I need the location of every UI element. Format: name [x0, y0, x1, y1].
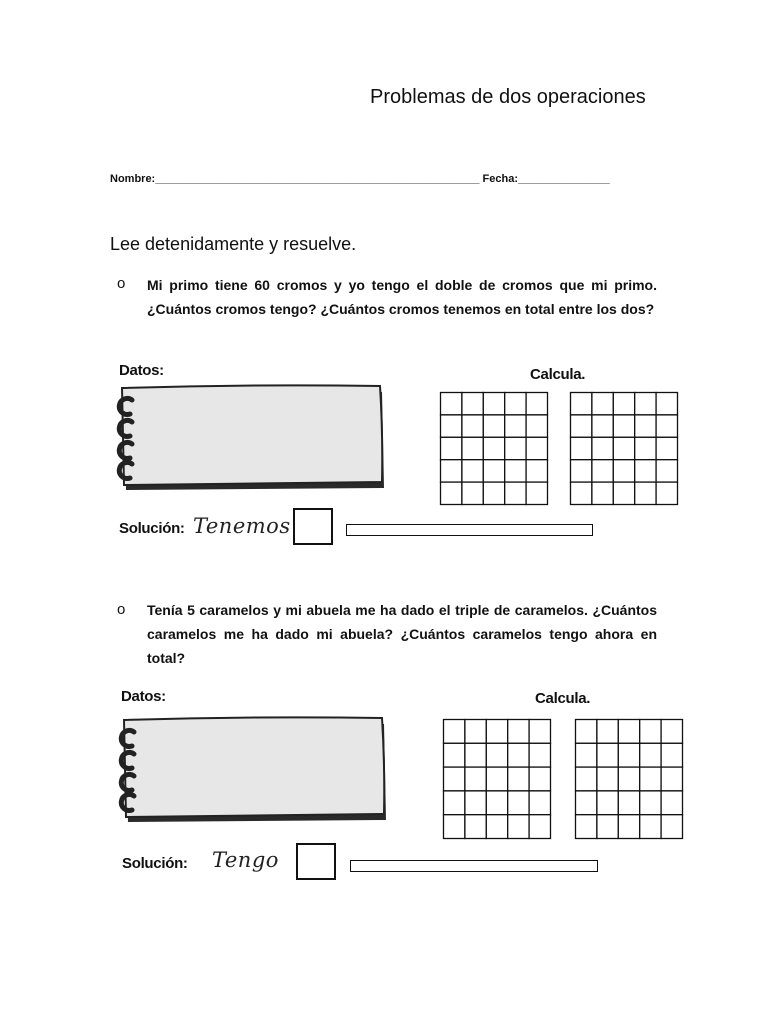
- grid-cell[interactable]: [508, 791, 529, 815]
- grid-cell[interactable]: [483, 482, 504, 504]
- grid-cell[interactable]: [526, 437, 547, 459]
- grid-cell[interactable]: [597, 767, 618, 791]
- grid-cell[interactable]: [483, 393, 504, 415]
- problem-2-notepad: [112, 716, 392, 832]
- grid-cell[interactable]: [441, 482, 462, 504]
- problem-2-grid-1[interactable]: [443, 719, 551, 839]
- grid-cell[interactable]: [508, 743, 529, 767]
- problem-1-solucion-start: Tenemos: [193, 514, 291, 538]
- grid-cell[interactable]: [597, 743, 618, 767]
- grid-cell[interactable]: [618, 743, 639, 767]
- grid-cell[interactable]: [635, 460, 656, 482]
- grid-cell[interactable]: [576, 791, 597, 815]
- grid-cell[interactable]: [640, 743, 661, 767]
- grid-cell[interactable]: [576, 767, 597, 791]
- grid-cell[interactable]: [462, 482, 483, 504]
- grid-cell[interactable]: [508, 815, 529, 839]
- grid-cell[interactable]: [571, 460, 592, 482]
- grid-cell[interactable]: [486, 791, 507, 815]
- problem-2-answer-line[interactable]: [350, 860, 598, 872]
- instructions: Lee detenidamente y resuelve.: [110, 234, 357, 254]
- grid-cell[interactable]: [592, 415, 613, 437]
- grid-cell[interactable]: [444, 791, 465, 815]
- problem-1-answer-line[interactable]: [346, 524, 593, 536]
- problem-1-notepad: [110, 384, 390, 500]
- grid-cell[interactable]: [656, 482, 677, 504]
- problem-2-datos-label: Datos:: [121, 688, 166, 705]
- grid-cell[interactable]: [618, 791, 639, 815]
- grid-cell[interactable]: [640, 791, 661, 815]
- grid-cell[interactable]: [661, 720, 682, 744]
- grid-cell[interactable]: [529, 720, 550, 744]
- grid-cell[interactable]: [465, 743, 486, 767]
- grid-cell[interactable]: [640, 815, 661, 839]
- grid-cell[interactable]: [462, 415, 483, 437]
- date-label: Fecha:: [482, 173, 519, 185]
- grid-cell[interactable]: [597, 791, 618, 815]
- grid-cell[interactable]: [618, 720, 639, 744]
- grid-cell[interactable]: [576, 815, 597, 839]
- grid-cell[interactable]: [661, 743, 682, 767]
- grid-cell[interactable]: [529, 815, 550, 839]
- grid-cell[interactable]: [571, 415, 592, 437]
- grid-cell[interactable]: [597, 720, 618, 744]
- worksheet-title: Problemas de dos operaciones: [370, 86, 646, 108]
- grid-cell[interactable]: [444, 743, 465, 767]
- grid-cell[interactable]: [529, 743, 550, 767]
- problem-2-calcula-label: Calcula.: [535, 690, 591, 707]
- grid-cell[interactable]: [483, 437, 504, 459]
- grid-cell[interactable]: [592, 393, 613, 415]
- problem-2-answer-box[interactable]: [296, 843, 336, 880]
- problem-1-bullet: o: [117, 275, 126, 292]
- grid-cell[interactable]: [465, 720, 486, 744]
- notepad-page: [122, 385, 382, 485]
- problem-2-bullet: o: [117, 601, 126, 618]
- grid-cell[interactable]: [444, 720, 465, 744]
- grid-cell[interactable]: [441, 393, 462, 415]
- grid-cell[interactable]: [661, 767, 682, 791]
- grid-cell[interactable]: [661, 815, 682, 839]
- problem-1-grid-1[interactable]: [440, 392, 548, 505]
- grid-cell[interactable]: [618, 767, 639, 791]
- grid-cell[interactable]: [505, 482, 526, 504]
- grid-cell[interactable]: [526, 415, 547, 437]
- grid-cell[interactable]: [656, 460, 677, 482]
- grid-cell[interactable]: [483, 460, 504, 482]
- grid-cell[interactable]: [576, 720, 597, 744]
- grid-cell[interactable]: [483, 415, 504, 437]
- grid-cell[interactable]: [576, 743, 597, 767]
- grid-cell[interactable]: [465, 767, 486, 791]
- grid-cell[interactable]: [618, 815, 639, 839]
- grid-cell[interactable]: [444, 815, 465, 839]
- grid-cell[interactable]: [661, 791, 682, 815]
- grid-cell[interactable]: [505, 393, 526, 415]
- grid-cell[interactable]: [486, 743, 507, 767]
- grid-cell[interactable]: [635, 437, 656, 459]
- problem-1-answer-box[interactable]: [293, 508, 333, 545]
- problem-1-text: Mi primo tiene 60 cromos y yo tengo el doble de cromos que mi primo. ¿Cuántos cromos tengo? ¿Cuántos cromos tenemos en total entre los dos?: [147, 277, 657, 317]
- grid-cell[interactable]: [592, 482, 613, 504]
- grid-cell[interactable]: [486, 720, 507, 744]
- grid-cell[interactable]: [592, 460, 613, 482]
- grid-cell[interactable]: [635, 415, 656, 437]
- grid-cell[interactable]: [613, 437, 634, 459]
- grid-cell[interactable]: [613, 415, 634, 437]
- student-info-line: [110, 173, 610, 185]
- grid-cell[interactable]: [505, 415, 526, 437]
- grid-cell[interactable]: [635, 482, 656, 504]
- problem-2-solucion-start: Tengo: [212, 848, 279, 872]
- grid-cell[interactable]: [613, 460, 634, 482]
- grid-cell[interactable]: [505, 437, 526, 459]
- grid-cell[interactable]: [465, 791, 486, 815]
- problem-2-text: Tenía 5 caramelos y mi abuela me ha dado el triple de caramelos. ¿Cuántos caramelos me ha dado mi abuela? ¿Cuántos caramelos tengo ahora en total?: [147, 602, 657, 666]
- grid-cell[interactable]: [640, 767, 661, 791]
- name-label: Nombre:: [110, 173, 156, 185]
- grid-cell[interactable]: [526, 460, 547, 482]
- grid-cell[interactable]: [465, 815, 486, 839]
- grid-cell[interactable]: [441, 437, 462, 459]
- grid-cell[interactable]: [529, 767, 550, 791]
- grid-cell[interactable]: [462, 460, 483, 482]
- problem-1-solucion-label: Solución:: [119, 520, 185, 537]
- grid-cell[interactable]: [656, 415, 677, 437]
- grid-cell[interactable]: [508, 767, 529, 791]
- grid-cell[interactable]: [571, 393, 592, 415]
- grid-cell[interactable]: [613, 393, 634, 415]
- grid-cell[interactable]: [441, 460, 462, 482]
- notepad-page: [124, 717, 384, 817]
- grid-cell[interactable]: [640, 720, 661, 744]
- problem-1-calcula-label: Calcula.: [530, 366, 586, 383]
- grid-cell[interactable]: [526, 482, 547, 504]
- grid-cell[interactable]: [529, 791, 550, 815]
- grid-cell[interactable]: [597, 815, 618, 839]
- grid-cell[interactable]: [592, 437, 613, 459]
- date-blank[interactable]: _______________: [518, 173, 610, 185]
- problem-2-grid-2[interactable]: [575, 719, 683, 839]
- grid-cell[interactable]: [635, 393, 656, 415]
- grid-cell[interactable]: [441, 415, 462, 437]
- problem-1-grid-2[interactable]: [570, 392, 678, 505]
- grid-cell[interactable]: [571, 437, 592, 459]
- grid-cell[interactable]: [462, 437, 483, 459]
- grid-cell[interactable]: [444, 767, 465, 791]
- problem-1-datos-label: Datos:: [119, 362, 164, 379]
- name-blank[interactable]: _____________________________________________________: [155, 173, 480, 185]
- grid-cell[interactable]: [656, 393, 677, 415]
- grid-cell[interactable]: [571, 482, 592, 504]
- grid-cell[interactable]: [486, 815, 507, 839]
- grid-cell[interactable]: [462, 393, 483, 415]
- grid-cell[interactable]: [486, 767, 507, 791]
- grid-cell[interactable]: [656, 437, 677, 459]
- grid-cell[interactable]: [505, 460, 526, 482]
- grid-cell[interactable]: [508, 720, 529, 744]
- grid-cell[interactable]: [613, 482, 634, 504]
- grid-cell[interactable]: [526, 393, 547, 415]
- problem-2-solucion-label: Solución:: [122, 855, 188, 872]
